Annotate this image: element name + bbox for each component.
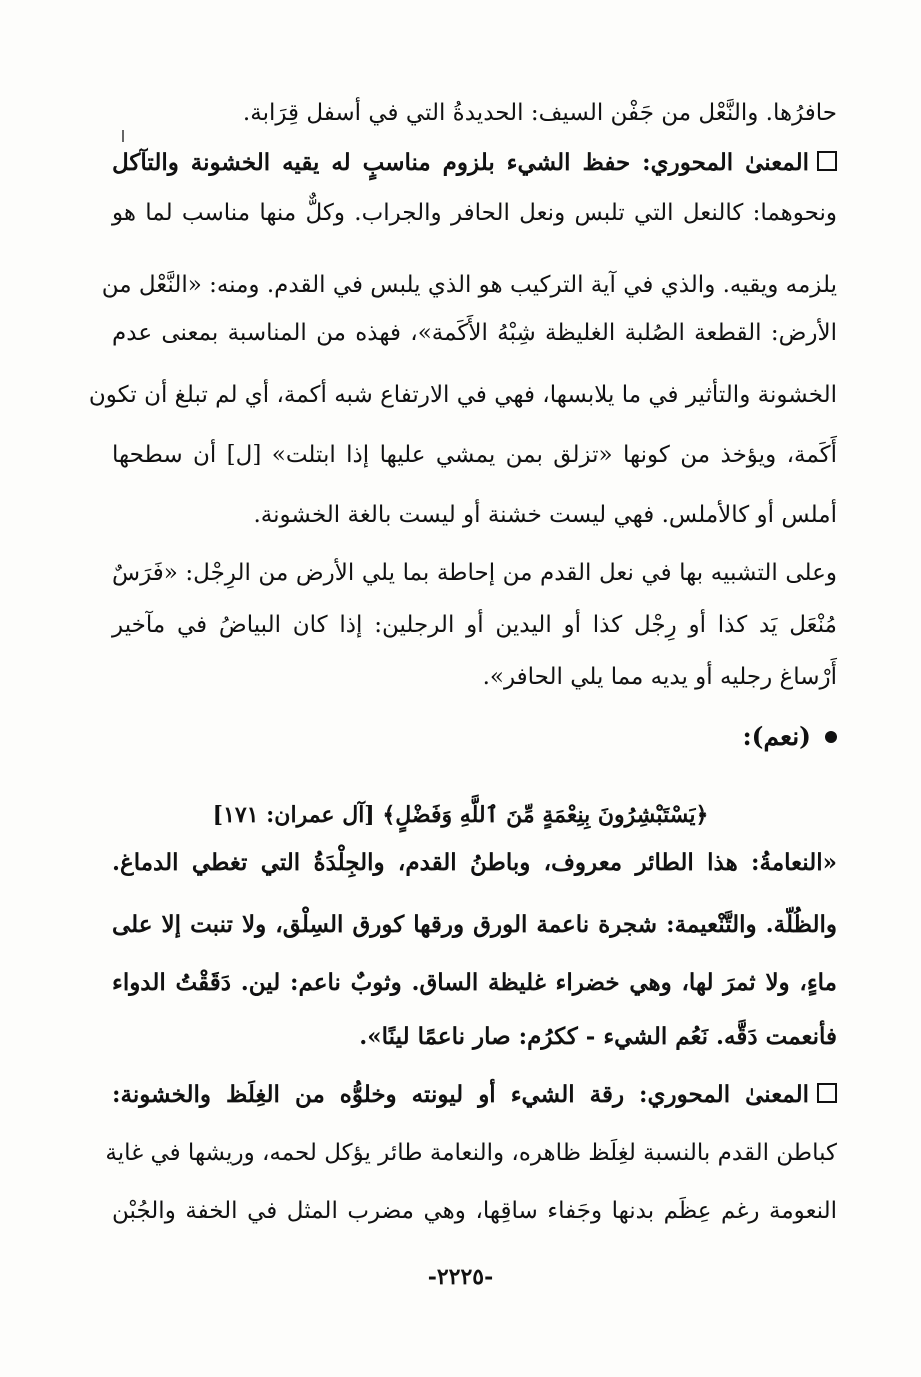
text-line: الخشونة والتأثير في ما يلابسها، فهي في الارتفاع شبه أكمة، أي لم تبلغ أن تكون xyxy=(88,382,837,408)
text-line: مُنْعَل يَد كذا أو رِجْل كذا أو اليدين أو الرجلين: إذا كان البياضُ في مآخير xyxy=(112,612,837,638)
text-line: حافرُها. والنَّعْل من جَفْن السيف: الحديدةُ التي في أسفل قِرَابة. xyxy=(242,100,837,126)
text-line: يلزمه ويقيه. والذي في آية التركيب هو الذي يلبس في القدم. ومنه: «النَّعْل من xyxy=(101,272,837,298)
text-line: المعنىٰ المحوري: رقة الشيء أو ليونته وخلوُّه من الغِلَظ والخشونة: xyxy=(112,1080,837,1110)
text-line: النعومة رغم عِظَم بدنها وجَفاء ساقِها، وهي مضرب المثل في الخفة والجُبْن xyxy=(112,1198,837,1224)
text-line: أَرْساغ رجليه أو يديه مما يلي الحافر». xyxy=(482,664,837,690)
text-line: ماءٍ، ولا ثمرَ لها، وهي خضراء غليظة الساق. وثوبٌ ناعم: لين. دَقَقْتُ الدواء xyxy=(112,969,837,996)
checkbox-square-icon xyxy=(817,151,837,171)
text-line: ونحوهما: كالنعل التي تلبس ونعل الحافر والجراب. وكلٌّ منها مناسب لما هو xyxy=(112,200,837,226)
text-line: والظُلّة. والتَّنْعيمة: شجرة ناعمة الورق ورقها كورق السِلْق، ولا تنبت إلا على xyxy=(112,911,837,938)
bullet-icon xyxy=(825,731,837,743)
text-line: الأرض: القطعة الصُلبة الغليظة شِبْهُ الأَكَمة»، فهذه من المناسبة بمعنى عدم xyxy=(112,320,837,346)
text-line: أملس أو كالأملس. فهي ليست خشنة أو ليست بالغة الخشونة. xyxy=(253,502,837,528)
text-line: فأنعمت دَقَّه. نَعُم الشيء - ككرُم: صار ناعمًا لينًا». xyxy=(359,1023,837,1050)
quran-verse: ﴿يَسْتَبْشِرُونَ بِنِعْمَةٍ مِّنَ ٱللَّهِ وَفَضْلٍ﴾ [آل عمران: ١٧١] xyxy=(212,802,709,828)
section-heading: (نعم): xyxy=(742,722,837,752)
text-line: كباطن القدم بالنسبة لغِلَظ ظاهره، والنعامة طائر يؤكل لحمه، وريشها في غاية xyxy=(105,1140,837,1166)
checkbox-square-icon xyxy=(817,1083,837,1103)
page-number: -٢٢٢٥- xyxy=(427,1264,494,1290)
text-line: وعلى التشبيه بها في نعل القدم من إحاطة بما يلي الأرض من الرِجْل: «فَرَسٌ xyxy=(112,560,837,586)
text-line: أَكَمة، ويؤخذ من كونها «تزلق بمن يمشي عليها إذا ابتلت» [ل] أن سطحها xyxy=(112,442,837,468)
text-line: «النعامةُ: هذا الطائر معروف، وباطنُ القدم، والجِلْدَةُ التي تغطي الدماغ. xyxy=(112,849,837,876)
text-line: المعنىٰ المحوري: حفظ الشيء بلزوم مناسبٍ له يقيه الخشونة والتآكل xyxy=(112,148,837,178)
margin-mark xyxy=(122,130,124,142)
